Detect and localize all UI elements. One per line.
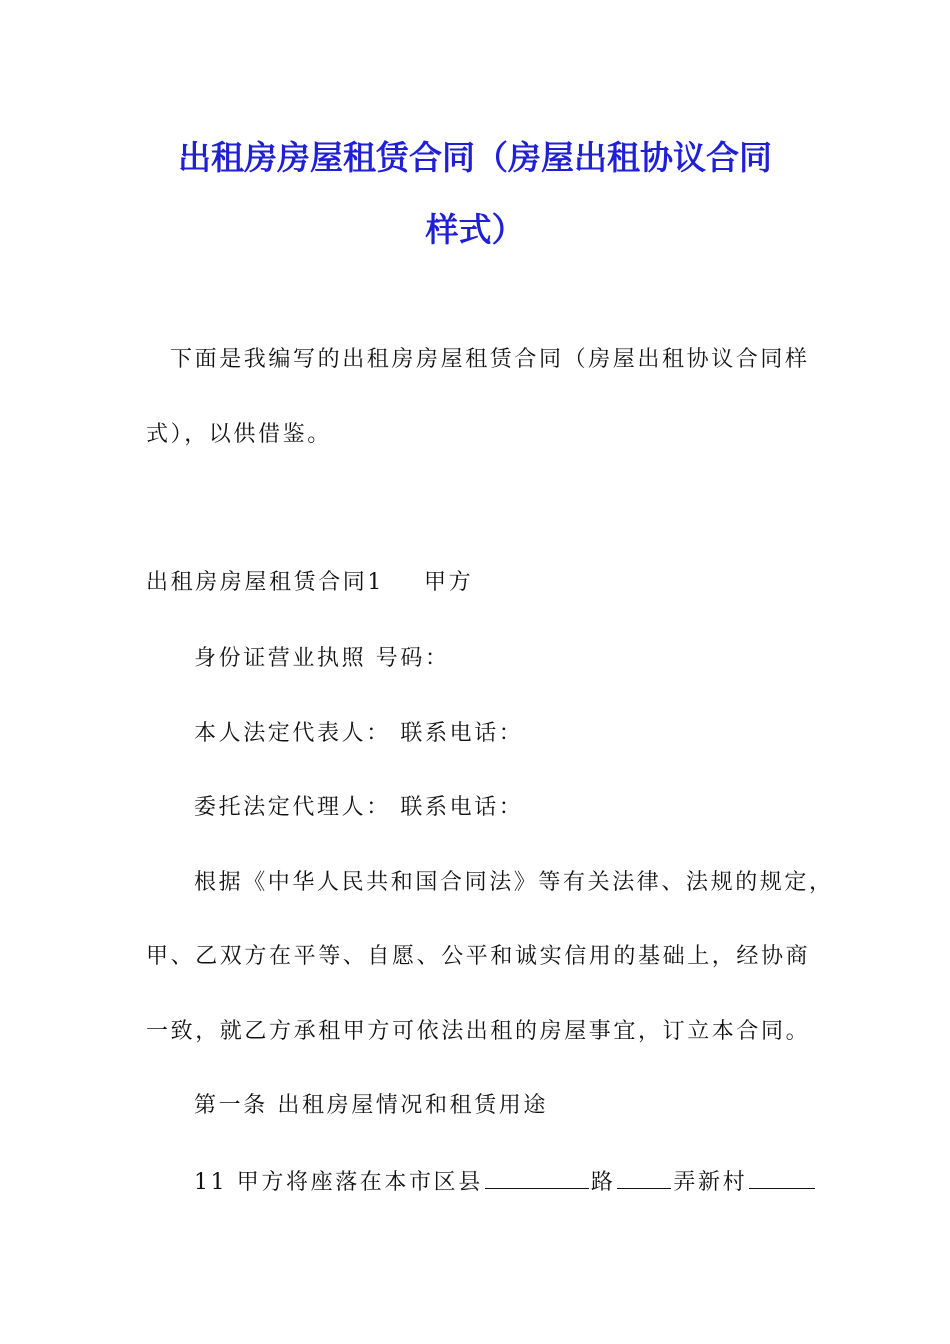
intro-line-1: 下面是我编写的出租房房屋租赁合同（房屋出租协议合同样 (170, 347, 810, 372)
article-1-title: 第一条 出租房屋情况和租赁用途 (194, 1093, 548, 1118)
clause-11-text-2: 路 (590, 1170, 616, 1195)
basis-line-1: 根据《中华人民共和国合同法》等有关法律、法规的规定， (194, 870, 834, 895)
authorized-agent-line: 委托法定代理人： 联系电话： (194, 795, 524, 820)
basis-line-3: 一致，就乙方承租甲方可依法出租的房屋事宜，订立本合同。 (146, 1019, 811, 1044)
district-blank (485, 1166, 589, 1189)
document-title-line-2: 样式） (425, 210, 525, 249)
village-blank (749, 1166, 815, 1189)
contract-heading: 出租房房屋租赁合同1 (146, 570, 384, 595)
road-blank (617, 1166, 671, 1189)
id-number-label: 身份证营业执照 号码： (194, 646, 450, 671)
clause-11-row (194, 1166, 817, 1198)
clause-11-text-1: 甲方将座落在本市区县 (236, 1170, 483, 1195)
basis-line-2: 甲、乙双方在平等、自愿、公平和诚实信用的基础上，经协商 (146, 944, 811, 969)
clause-11-text-3: 弄新村 (673, 1170, 748, 1195)
party-a-label: 甲方 (424, 570, 474, 595)
contract-heading-row (146, 568, 473, 598)
document-title-line-1: 出租房房屋租赁合同（房屋出租协议合同 (178, 138, 772, 177)
clause-11-number: 11 (194, 1170, 228, 1195)
intro-line-2: 式），以供借鉴。 (146, 422, 332, 447)
legal-representative-line: 本人法定代表人： 联系电话： (194, 721, 524, 746)
